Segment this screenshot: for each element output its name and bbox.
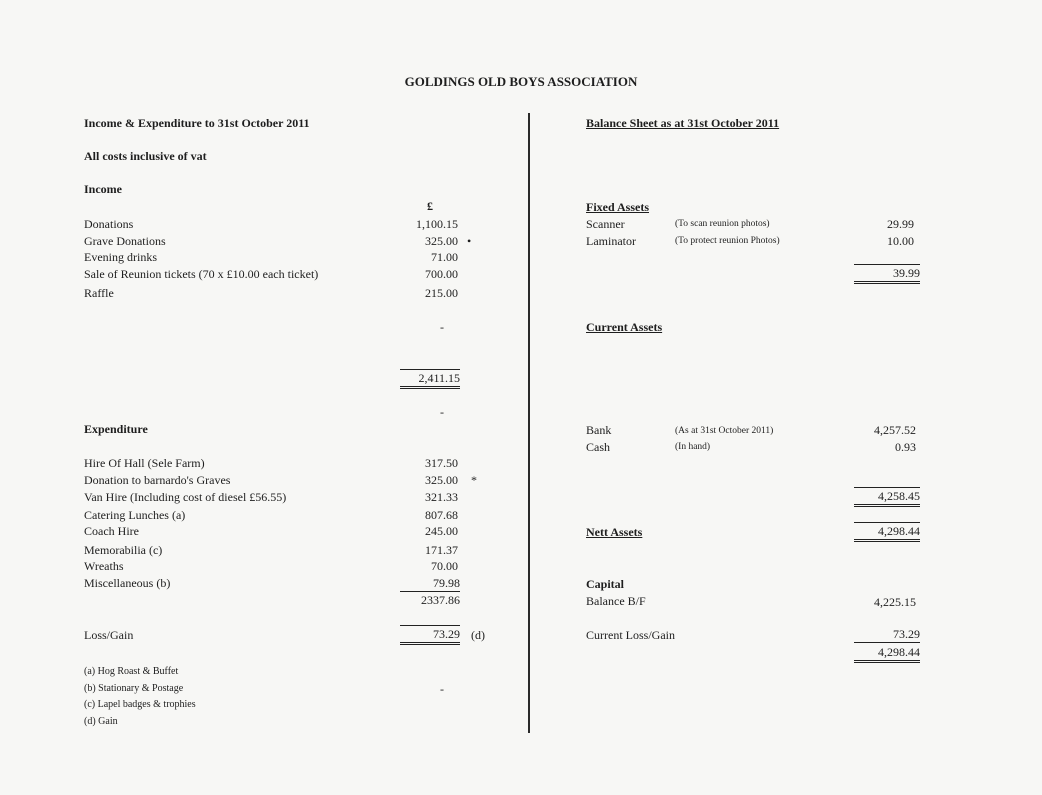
expense-amount: 79.98 <box>400 576 460 592</box>
loss-gain-note: (d) <box>471 628 485 642</box>
expense-mark: * <box>471 473 477 487</box>
vat-note: All costs inclusive of vat <box>84 149 207 163</box>
asset-note: (To scan reunion photos) <box>675 219 770 229</box>
income-label: Grave Donations <box>84 234 166 248</box>
asset-label: Laminator <box>586 234 636 248</box>
expense-amount: 70.00 <box>431 559 458 573</box>
asset-note: (To protect reunion Photos) <box>675 236 780 246</box>
capital-heading: Capital <box>586 577 625 591</box>
column-divider <box>528 113 530 733</box>
dash-mark: - <box>440 320 444 334</box>
balance-sheet-heading: Balance Sheet as at 31st October 2011 <box>586 116 780 130</box>
income-mark: • <box>467 234 472 248</box>
footnote: (c) Lapel badges & trophies <box>84 699 196 710</box>
expense-amount: 321.33 <box>425 490 458 504</box>
asset-amount: 29.99 <box>887 217 914 231</box>
expense-label: Donation to barnardo's Graves <box>84 473 231 487</box>
asset-label: Scanner <box>586 217 625 231</box>
income-amount: 700.00 <box>425 267 458 281</box>
income-amount: 325.00 <box>425 234 458 248</box>
currency-symbol: £ <box>427 199 433 213</box>
current-loss-gain-amount: 73.29 <box>854 627 920 643</box>
loss-gain-label: Loss/Gain <box>84 628 134 642</box>
income-heading: Income <box>84 182 122 196</box>
income-label: Sale of Reunion tickets (70 x £10.00 each ticket) <box>84 267 319 281</box>
income-label: Donations <box>84 217 134 231</box>
expense-label: Wreaths <box>84 559 124 573</box>
current-loss-gain-label: Current Loss/Gain <box>586 628 675 642</box>
fixed-assets-total: 39.99 <box>854 264 920 284</box>
current-assets-heading: Current Assets <box>586 320 663 334</box>
income-label: Evening drinks <box>84 250 157 264</box>
nett-assets-heading: Nett Assets <box>586 525 643 539</box>
asset-note: (As at 31st October 2011) <box>675 426 774 436</box>
expense-label: Coach Hire <box>84 524 139 538</box>
asset-label: Cash <box>586 440 610 454</box>
expense-amount: 171.37 <box>425 543 458 557</box>
dash-mark: - <box>440 682 444 696</box>
income-label: Raffle <box>84 286 114 300</box>
income-amount: 71.00 <box>431 250 458 264</box>
balance-bf-amount: 4,225.15 <box>874 595 916 609</box>
expense-amount: 317.50 <box>425 456 458 470</box>
expenditure-heading: Expenditure <box>84 422 148 436</box>
expense-label: Catering Lunches (a) <box>84 508 186 522</box>
expense-label: Hire Of Hall (Sele Farm) <box>84 456 205 470</box>
income-amount: 1,100.15 <box>416 217 458 231</box>
income-total: 2,411.15 <box>400 369 460 389</box>
balance-bf-label: Balance B/F <box>586 594 646 608</box>
income-amount: 215.00 <box>425 286 458 300</box>
footnote: (b) Stationary & Postage <box>84 683 184 694</box>
fixed-assets-heading: Fixed Assets <box>586 200 649 214</box>
expense-amount: 807.68 <box>425 508 458 522</box>
income-expenditure-heading: Income & Expenditure to 31st October 2011 <box>84 116 310 130</box>
current-assets-total: 4,258.45 <box>854 487 920 507</box>
footnote: (a) Hog Roast & Buffet <box>84 666 179 677</box>
nett-assets-amount: 4,298.44 <box>854 522 920 542</box>
document-title: GOLDINGS OLD BOYS ASSOCIATION <box>404 74 638 89</box>
loss-gain-amount: 73.29 <box>400 625 460 645</box>
asset-label: Bank <box>586 423 612 437</box>
expense-label: Van Hire (Including cost of diesel £56.55) <box>84 490 287 504</box>
expense-amount: 325.00 <box>425 473 458 487</box>
dash-mark: - <box>440 405 444 419</box>
asset-amount: 10.00 <box>887 234 914 248</box>
expense-label: Memorabilia (c) <box>84 543 163 557</box>
asset-amount: 0.93 <box>895 440 916 454</box>
asset-note: (In hand) <box>675 442 711 452</box>
expense-amount: 245.00 <box>425 524 458 538</box>
expense-label: Miscellaneous (b) <box>84 576 171 590</box>
footnote: (d) Gain <box>84 716 118 727</box>
asset-amount: 4,257.52 <box>874 423 916 437</box>
expenditure-total: 2337.86 <box>421 593 460 607</box>
capital-total: 4,298.44 <box>854 645 920 663</box>
